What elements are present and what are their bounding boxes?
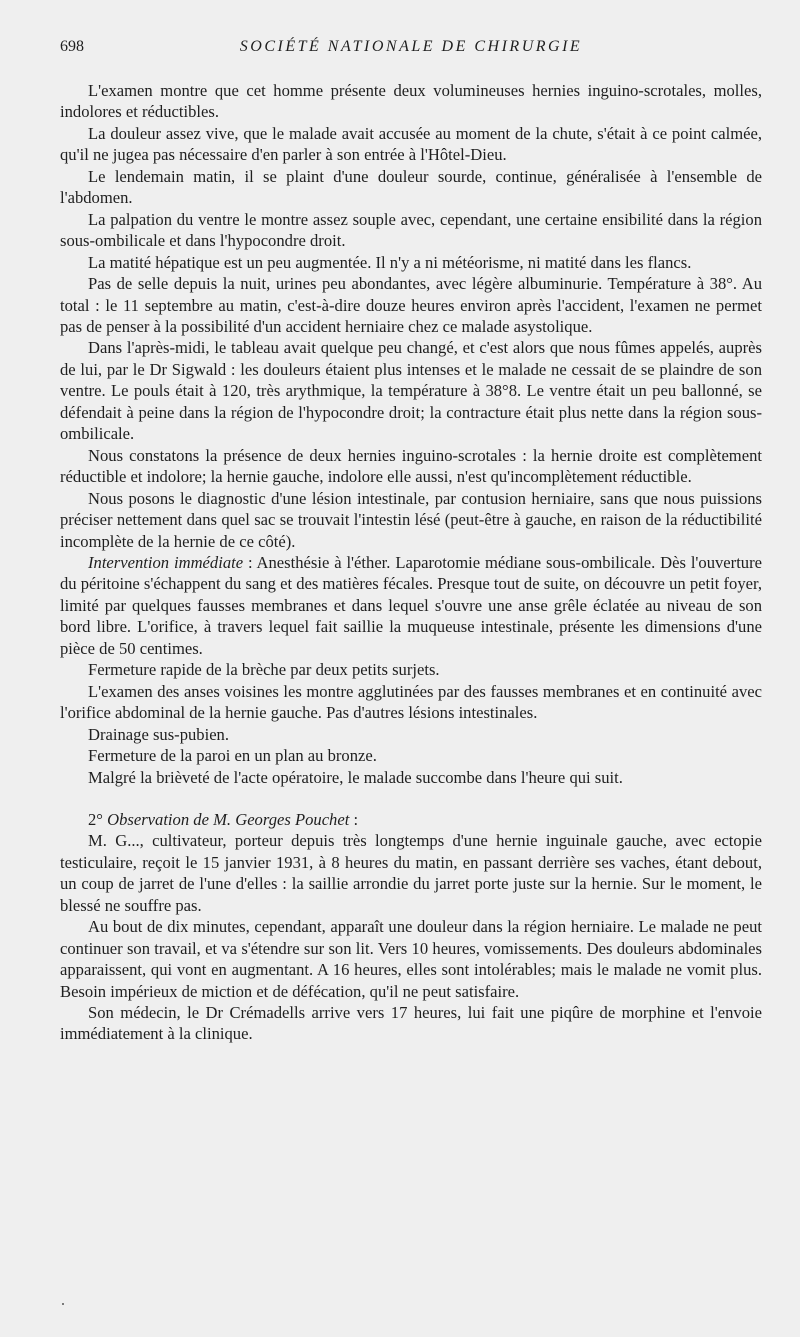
- paragraph: [60, 724, 762, 745]
- paragraph: [60, 916, 762, 1002]
- paragraph-text: Pas de selle depuis la nuit, urines peu abondantes, avec légère albuminurie. Température à 38°. Au total : le 11 septembre au matin, c'est-à-dire douze heures environ après l'accident, l'examen ne permet pas de penser à la possibilité d'un accident herniaire chez ce malade asystolique.: [60, 274, 762, 336]
- page-header: [60, 38, 762, 62]
- paragraph-text: La douleur assez vive, que le malade avait accusée au moment de la chute, s'était à ce point calmée, qu'il ne jugea pas nécessaire d'en parler à son entrée à l'Hôtel-Dieu.: [60, 123, 762, 165]
- paragraph-text: :: [349, 809, 359, 829]
- paragraph: [60, 681, 762, 724]
- paragraph: [60, 337, 762, 444]
- paragraph-text: Son médecin, le Dr Crémadells arrive vers 17 heures, lui fait une piqûre de morphine et l'envoie immédiatement à la clinique.: [60, 1003, 762, 1044]
- page-number: 698: [60, 38, 84, 55]
- running-title: SOCIÉTÉ NATIONALE DE CHIRURGIE: [239, 38, 583, 55]
- paragraph: [60, 659, 762, 680]
- italic-lead: Observation de M. Georges Pouchet: [107, 809, 350, 829]
- paragraph-text: La palpation du ventre le montre assez souple avec, cependant, une certaine ensibilité dans la région sous-ombilicale et dans l'hypocondre droit.: [60, 209, 762, 251]
- body-text: [60, 80, 762, 1045]
- paragraph-text: Nous constatons la présence de deux hernies inguino-scrotales : la hernie droite est complètement réductible et indolore; la hernie gauche, indolore elle aussi, n'est qu'incomplètement réductible.: [60, 445, 762, 487]
- paragraph-text: Au bout de dix minutes, cependant, apparaît une douleur dans la région herniaire. Le malade ne peut continuer son travail, et va s'étendre sur son lit. Vers 10 heures, vomissements. Des douleurs abdominales apparaissent, qui vont en augmentant. A 16 heures, elles sont intolérables; mais le malade ne vomit plus. Besoin impérieux de miction et de défécation, qu'il ne peut satisfaire.: [60, 917, 762, 1001]
- paragraph-text: Fermeture rapide de la brèche par deux petits surjets.: [88, 660, 440, 680]
- paragraph-text: Malgré la brièveté de l'acte opératoire, le malade succombe dans l'heure qui suit.: [88, 767, 623, 787]
- paragraph: [60, 745, 762, 766]
- paragraph: [60, 552, 762, 659]
- paragraph-text: Dans l'après-midi, le tableau avait quelque peu changé, et c'est alors que nous fûmes appelés, auprès de lui, par le Dr Sigwald : les douleurs étaient plus intenses et le malade ne cessait de se plaindre de son ventre. Le pouls était à 120, très arythmique, la température à 38°8. Le ventre était un peu ballonné, se défendait à peine dans la région de l'hypocondre droit; la contracture était plus nette dans la région sous-ombilicale.: [60, 338, 762, 444]
- paragraph-text: L'examen montre que cet homme présente deux volumineuses hernies inguino-scrotales, molles, indolores et réductibles.: [60, 81, 762, 122]
- paragraph-text: L'examen des anses voisines les montre agglutinées par des fausses membranes et en continuité avec l'orifice abdominal de la hernie gauche. Pas d'autres lésions intestinales.: [60, 681, 762, 723]
- paragraph-text: Drainage sus-pubien.: [88, 724, 230, 744]
- print-speck: [62, 1303, 64, 1305]
- section-number: 2°: [88, 809, 108, 829]
- paragraph-text: Le lendemain matin, il se plaint d'une douleur sourde, continue, généralisée à l'ensemble de l'abdomen.: [60, 166, 762, 208]
- paragraph: [60, 445, 762, 488]
- paragraph: [60, 488, 762, 552]
- paragraph: [60, 1002, 762, 1045]
- paragraph: [60, 80, 762, 123]
- paragraph: [60, 767, 762, 788]
- paragraph: [60, 252, 762, 273]
- paragraph: [60, 123, 762, 166]
- paragraph-text: La matité hépatique est un peu augmentée. Il n'y a ni météorisme, ni matité dans les flancs.: [88, 252, 692, 272]
- paragraph: [60, 209, 762, 252]
- section-heading: [60, 809, 762, 830]
- paragraph: [60, 830, 762, 916]
- paragraph: [60, 273, 762, 337]
- paragraph: [60, 166, 762, 209]
- italic-lead: Intervention immédiate: [88, 552, 244, 572]
- paragraph-text: Nous posons le diagnostic d'une lésion intestinale, par contusion herniaire, sans que nous puissions préciser nettement dans quel sac se trouvait l'intestin lésé (peut-être à gauche, en raison de la réductibilité incomplète de la hernie de ce côté).: [60, 488, 762, 551]
- paragraph-text: : Anesthésie à l'éther. Laparotomie médiane sous-ombilicale. Dès l'ouverture du péritoine s'échappent du sang et des matières fécales. Presque tout de suite, on découvre un petit foyer, limité par quelques fausses membranes et dans lequel s'ouvre une anse grêle éclatée au niveau de son bord libre. L'orifice, à travers lequel fait saillie la muqueuse intestinale, présente les dimensions d'une pièce de 50 centimes.: [60, 552, 762, 658]
- paragraph-text: Fermeture de la paroi en un plan au bronze.: [88, 746, 377, 766]
- paragraph-text: M. G..., cultivateur, porteur depuis très longtemps d'une hernie inguinale gauche, avec ectopie testiculaire, reçoit le 15 janvier 1931, à 8 heures du matin, en passant derrière ses vaches, étant debout, un coup de jarret de l'une d'elles : la saillie arrondie du jarret porte juste sur la hernie. Sur le moment, le blessé ne souffre pas.: [60, 831, 762, 915]
